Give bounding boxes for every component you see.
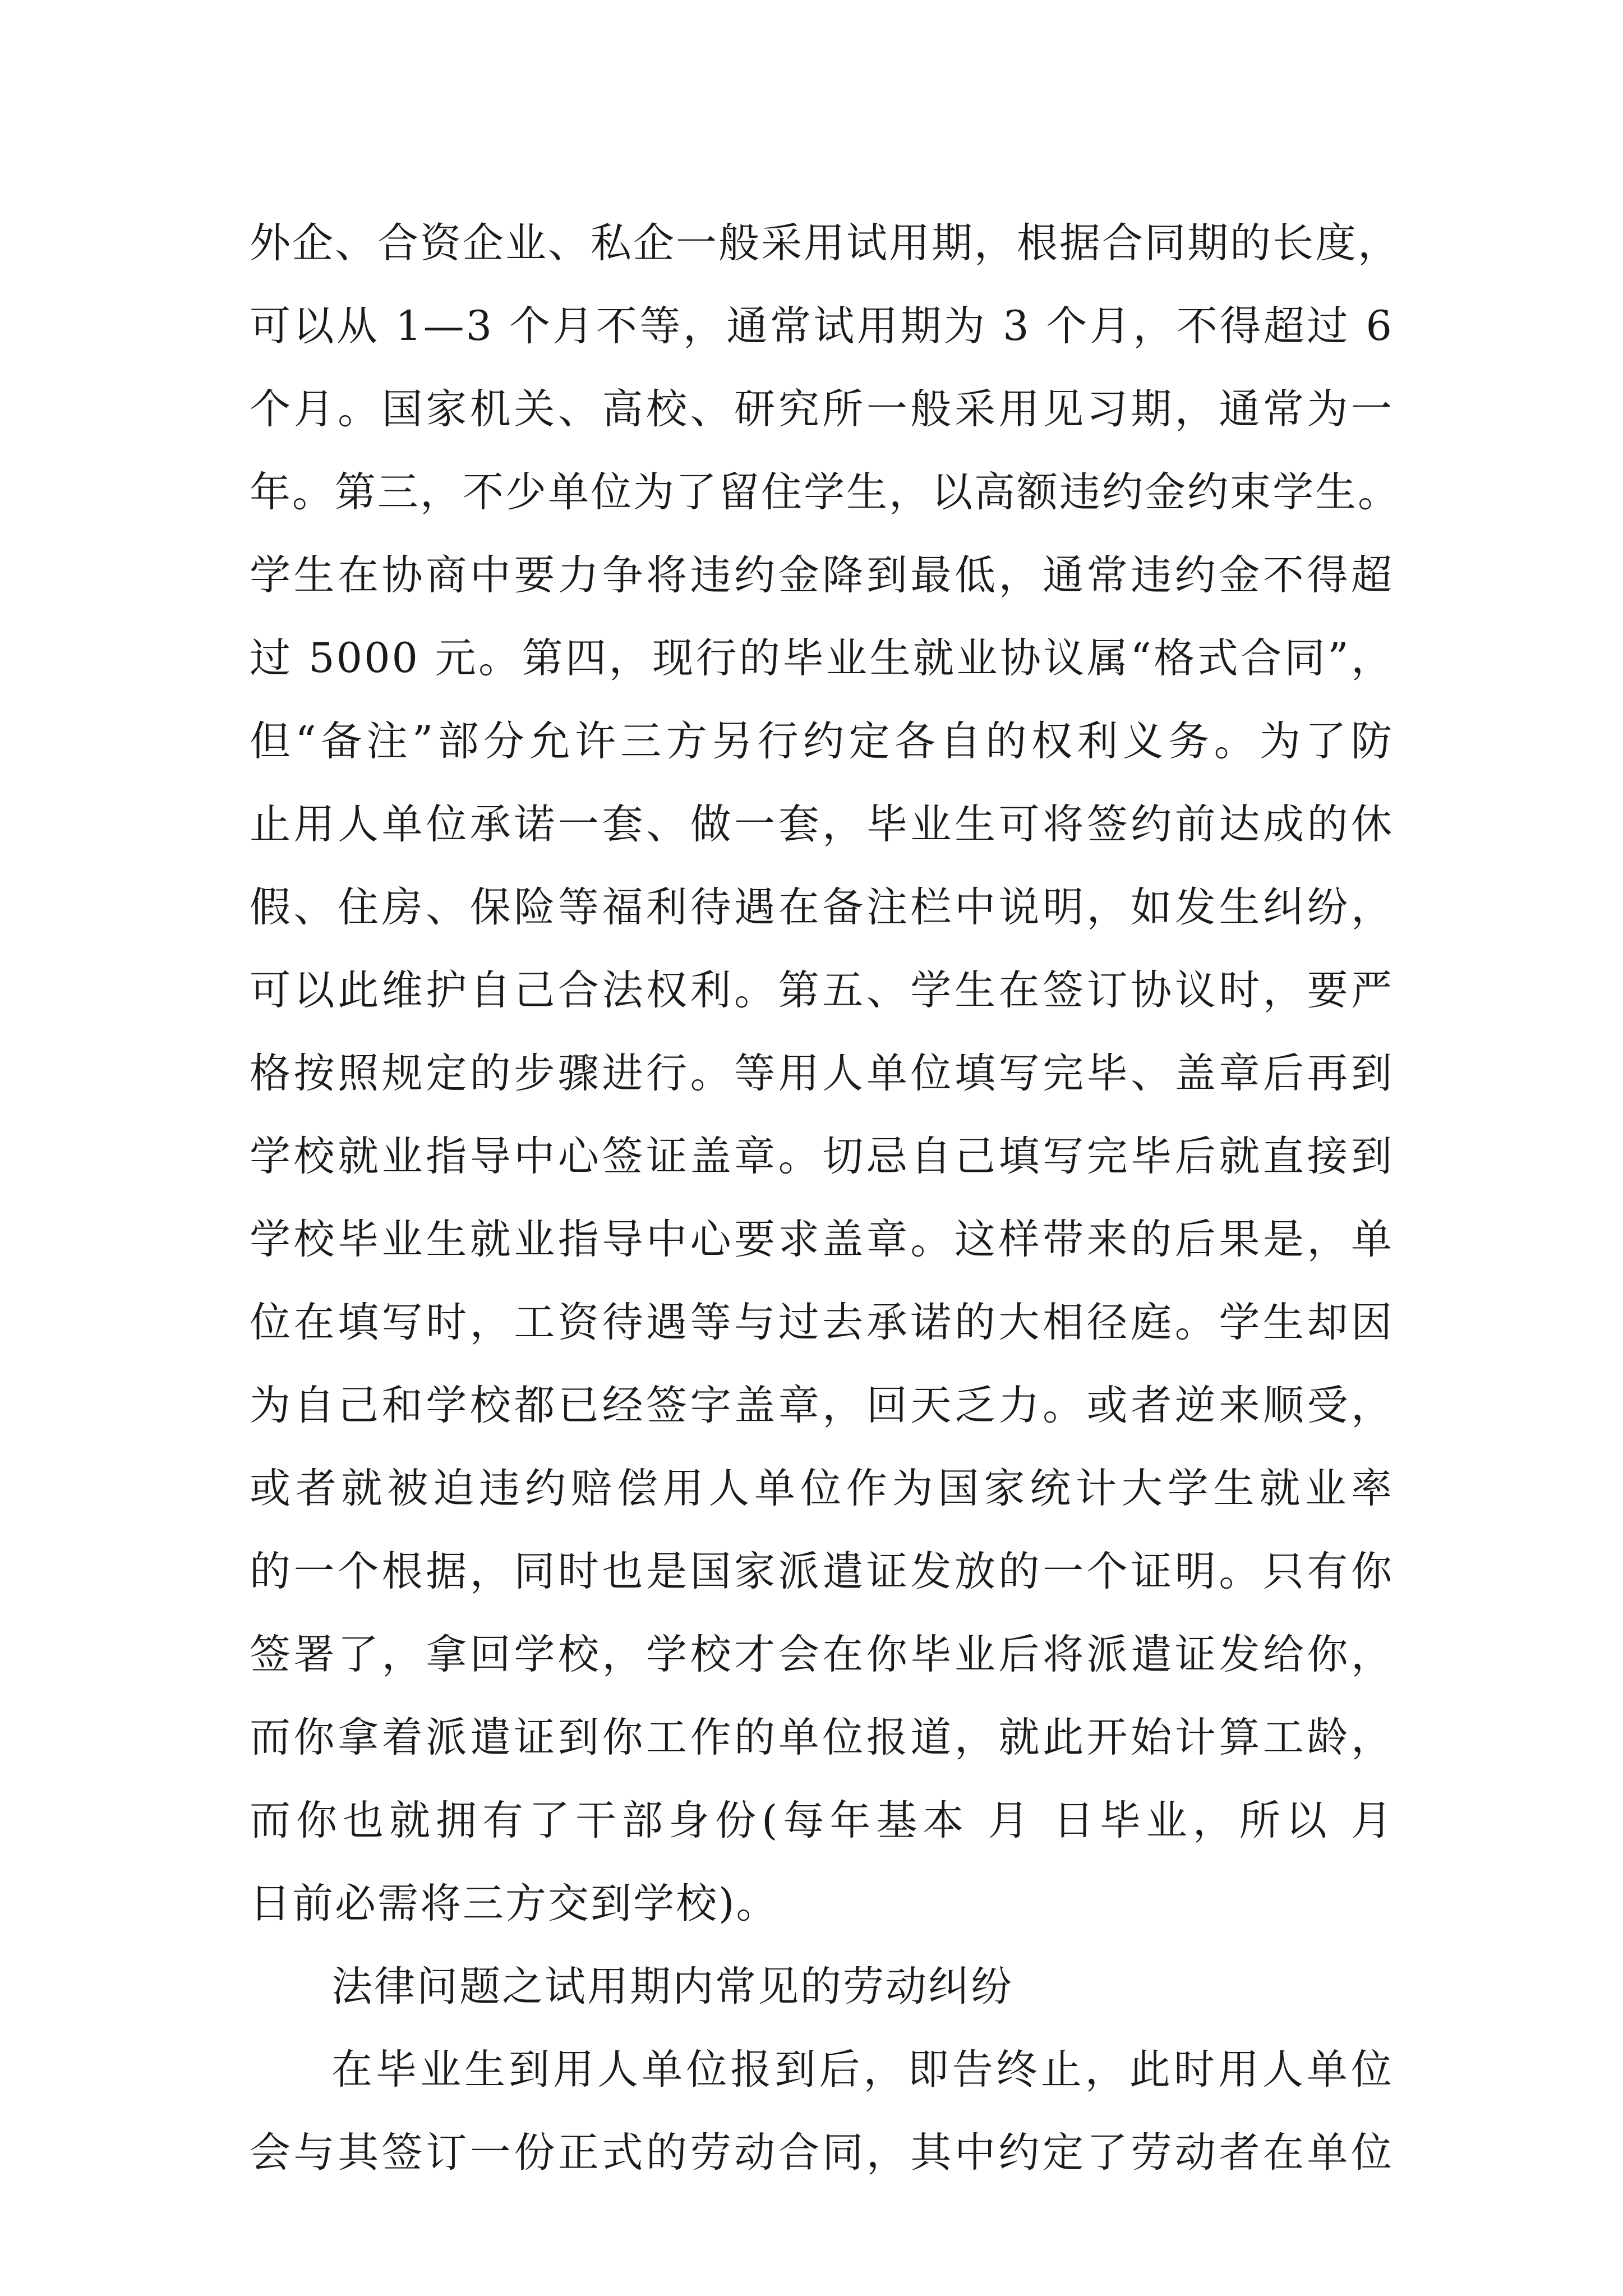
body-line: 而你拿着派遣证到你工作的单位报道，就此开始计算工龄，: [250, 1714, 1394, 1761]
section-heading: 法律问题之试用期内常见的劳动纠纷: [331, 1963, 1013, 2010]
body-line: 学生在协商中要力争将违约金降到最低，通常违约金不得超: [250, 551, 1394, 599]
document-body: [250, 202, 1400, 2194]
body-line-last: 日前必需将三方交到学校)。: [250, 1880, 779, 1927]
body-line: 而你也就拥有了干部身份(每年基本 月 日毕业，所以 月: [250, 1797, 1394, 1844]
body-line: 过 5000 元。第四，现行的毕业生就业协议属“格式合同”，: [250, 634, 1394, 682]
body-line: 年。第三，不少单位为了留住学生，以高额违约金约束学生。: [250, 468, 1400, 516]
body-line: 但“备注”部分允许三方另行约定各自的权利义务。为了防: [250, 717, 1394, 765]
body-line: 可以从 1—3 个月不等，通常试用期为 3 个月，不得超过 6: [250, 302, 1394, 350]
body-line: 可以此维护自己合法权利。第五、学生在签订协议时，要严: [250, 967, 1394, 1014]
body-line: 或者就被迫违约赔偿用人单位作为国家统计大学生就业率: [250, 1465, 1394, 1512]
body-line: 学校就业指导中心签证盖章。切忌自己填写完毕后就直接到: [250, 1133, 1394, 1180]
body-line: 签署了，拿回学校，学校才会在你毕业后将派遣证发给你，: [250, 1631, 1394, 1678]
body-line: 止用人单位承诺一套、做一套，毕业生可将签约前达成的休: [250, 800, 1394, 848]
body-line: 在毕业生到用人单位报到后，即告终止，此时用人单位: [331, 2046, 1394, 2093]
body-line: 的一个根据，同时也是国家派遣证发放的一个证明。只有你: [250, 1548, 1394, 1595]
body-line: 会与其签订一份正式的劳动合同，其中约定了劳动者在单位: [250, 2129, 1394, 2177]
body-line: 假、住房、保险等福利待遇在备注栏中说明，如发生纠纷，: [250, 884, 1394, 931]
body-line: 学校毕业生就业指导中心要求盖章。这样带来的后果是，单: [250, 1216, 1394, 1263]
body-line: 个月。国家机关、高校、研究所一般采用见习期，通常为一: [250, 385, 1394, 433]
body-line: 外企、合资企业、私企一般采用试用期，根据合同期的长度，: [250, 219, 1400, 267]
body-line: 格按照规定的步骤进行。等用人单位填写完毕、盖章后再到: [250, 1050, 1394, 1097]
body-line: 位在填写时，工资待遇等与过去承诺的大相径庭。学生却因: [250, 1299, 1394, 1346]
body-line: 为自己和学校都已经签字盖章，回天乏力。或者逆来顺受，: [250, 1382, 1394, 1429]
